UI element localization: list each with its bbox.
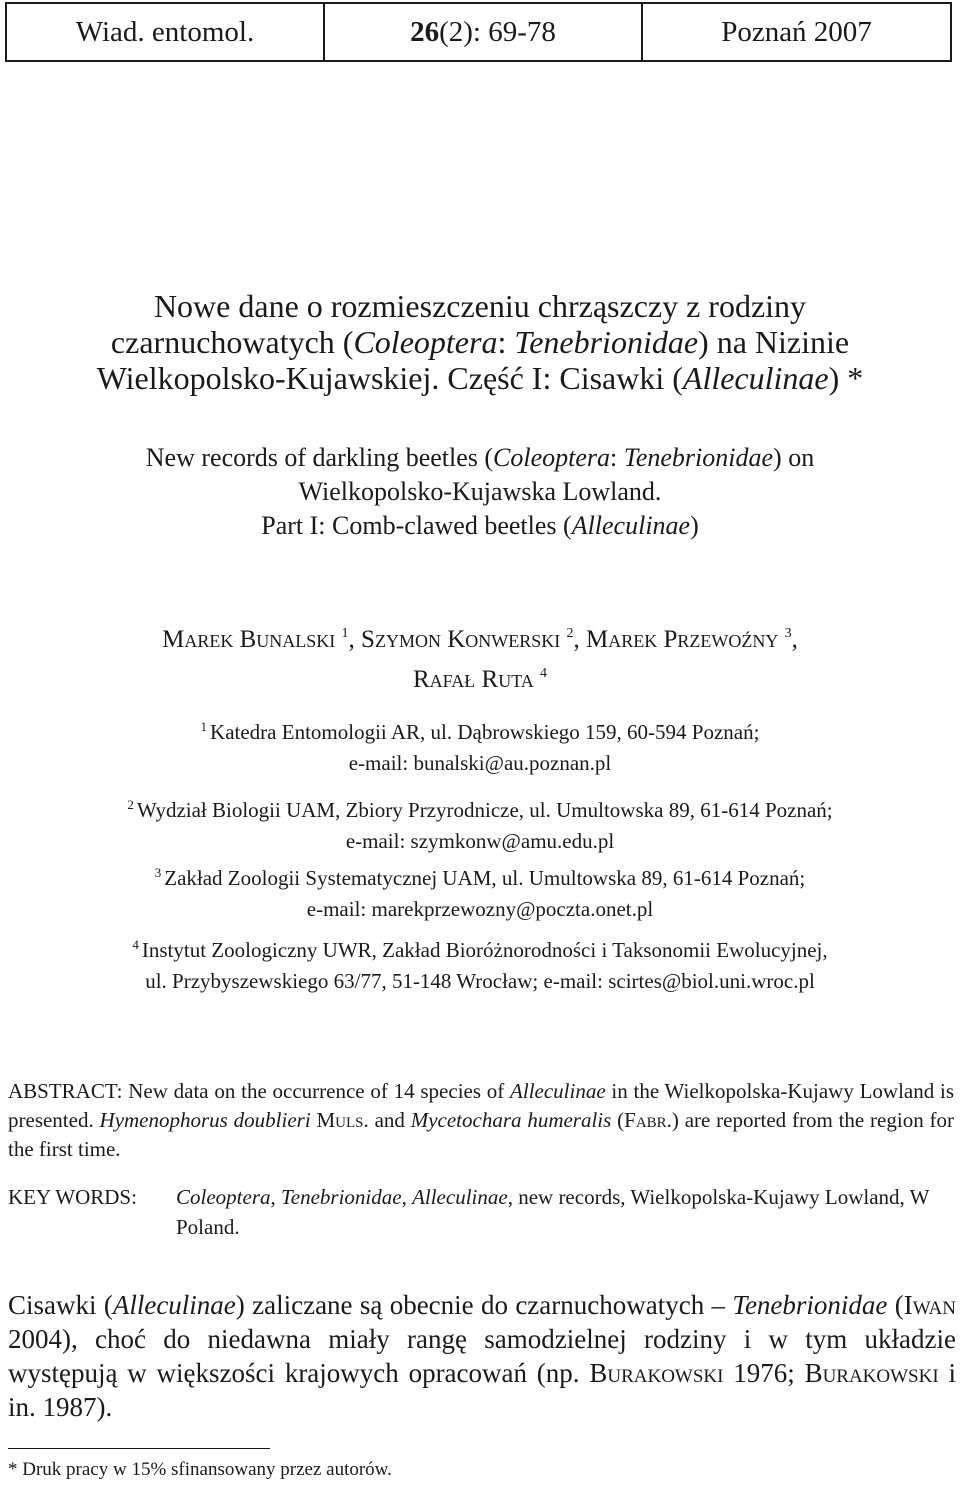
- journal-name: Wiad. entomol.: [7, 4, 325, 60]
- title-pl-line3: Wielkopolsko-Kujawskiej. Część I: Cisawki (Alleculinae) *: [96, 360, 864, 396]
- affiliation-email: e-mail: marekprzewozny@poczta.onet.pl: [306, 897, 654, 921]
- keywords: [8, 1182, 954, 1242]
- title-en-line2: Wielkopolsko-Kujawska Lowland.: [298, 477, 662, 506]
- authors-line2: Rafał Ruta $^4$: [412, 666, 548, 693]
- title-en-line1: New records of darkling beetles (Coleoptera: Tenebrionidae) on: [145, 443, 815, 472]
- footnote: * Druk pracy w 15% sfinansowany przez autorów.: [8, 1459, 392, 1480]
- body-paragraph: Cisawki (Alleculinae) zaliczane są obecnie do czarnuchowatych – Tenebrionidae (Iwan 2004), choć do niedawna miały rangę samodzielnej rodziny i w tym układzie występują w większości krajowych opracowań (np. Burakowski 1976; Burakowski i in. 1987).: [8, 1290, 956, 1422]
- keywords-list: Coleoptera, Tenebrionidae, Alleculinae, new records, Wielkopolska-Kujawy Lowland, W Poland.: [176, 1185, 930, 1239]
- author-name: Marek Bunalski: [162, 626, 336, 653]
- title-english: [0, 441, 960, 543]
- author-name: Rafał Ruta: [412, 666, 534, 693]
- affiliation-email: ul. Przybyszewskiego 63/77, 51-148 Wrocław; e-mail: scirtes@biol.uni.wroc.pl: [145, 969, 815, 993]
- volume-issue: [325, 4, 643, 60]
- title-pl-line2: czarnuchowatych (Coleoptera: Tenebrionidae) na Nizinie: [110, 324, 850, 360]
- issue-pages: (2): 69-78: [439, 15, 556, 48]
- authors-line1: Marek Bunalski $^1$, Szymon Konwerski $^2$, Marek Przewoźny $^3$,: [162, 626, 798, 653]
- abstract-label: ABSTRACT:: [8, 1079, 123, 1103]
- title-en-line3: Part I: Comb-clawed beetles (Alleculinae): [261, 511, 699, 540]
- title-polish: [0, 288, 960, 396]
- affiliation-email: e-mail: bunalski@au.poznan.pl: [348, 751, 612, 775]
- affiliation-3: $^3$ Zakład Zoologii Systematycznej UAM, ul. Umultowska 89, 61-614 Poznań; e-mail: marekprzewozny@poczta.onet.pl: [0, 857, 960, 925]
- abstract: ABSTRACT: New data on the occurrence of 14 species of Alleculinae in the Wielkopolska-Kujawy Lowland is presented. Hymenophorus doublieri Muls. and Mycetochara humeralis (Fabr.) are reported from the region for the first time.: [8, 1079, 955, 1161]
- place-year: Poznań 2007: [721, 15, 872, 48]
- affiliation-4: $^4$ Instytut Zoologiczny UWR, Zakład Bioróżnorodności i Taksonomii Ewolucyjnej, ul. Przybyszewskiego 63/77, 51-148 Wrocław; e-mail: scirtes@biol.uni.wroc.pl: [0, 929, 960, 997]
- volume-number: 26: [410, 15, 440, 48]
- affiliation-1: $^1$ Katedra Entomologii AR, ul. Dąbrowskiego 159, 60-594 Poznań; e-mail: bunalski@au.poznan.pl: [0, 711, 960, 779]
- affiliation-2: $^2$ Wydział Biologii UAM, Zbiory Przyrodnicze, ul. Umultowska 89, 61-614 Poznań; e-mail: szymkonw@amu.edu.pl: [0, 789, 960, 857]
- title-pl-line1: Nowe dane o rozmieszczeniu chrząszczy z rodziny: [153, 288, 807, 324]
- keywords-label: KEY WORDS:: [8, 1185, 137, 1209]
- journal-header: [5, 2, 952, 62]
- author-name: Szymon Konwerski: [361, 626, 561, 653]
- affiliation-email: e-mail: szymkonw@amu.edu.pl: [345, 829, 615, 853]
- author-list: [0, 617, 960, 697]
- author-name: Marek Przewoźny: [586, 626, 779, 653]
- footnote-divider: [8, 1448, 270, 1449]
